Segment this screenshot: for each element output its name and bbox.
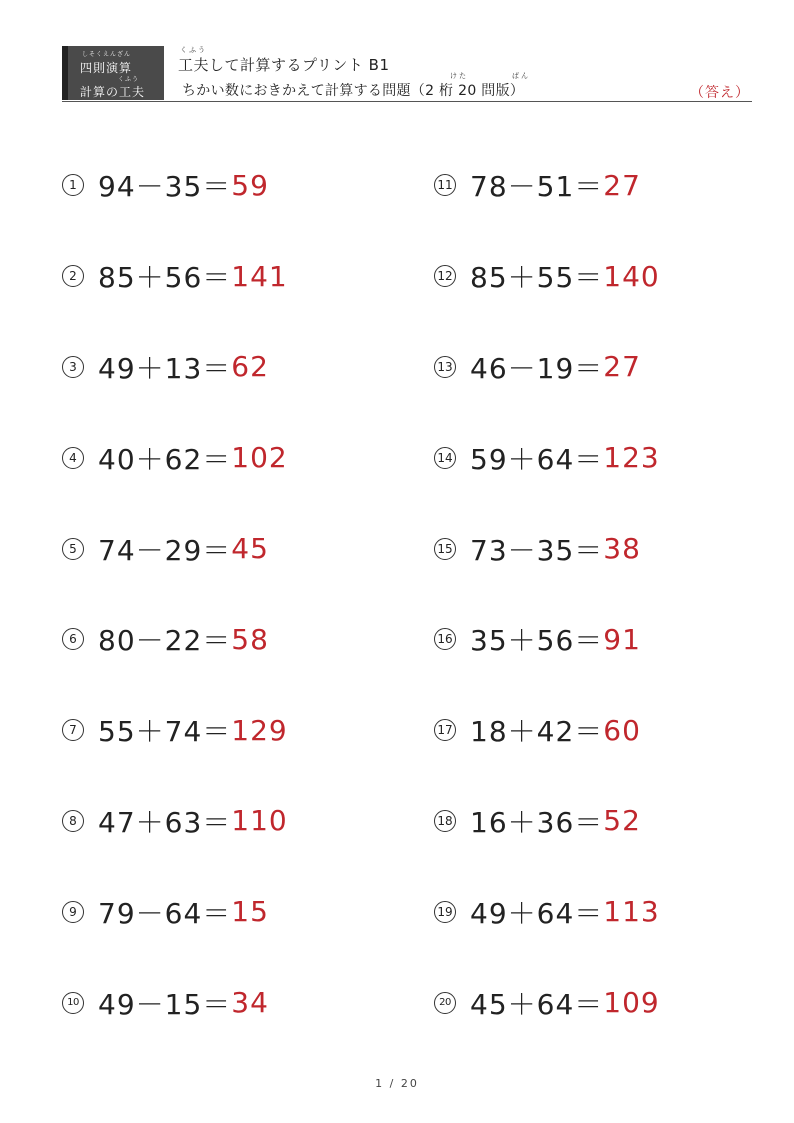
badge-ruby-bottom: くふう xyxy=(118,76,140,83)
problem-number: 18 xyxy=(434,810,456,832)
problem-item xyxy=(62,957,392,1048)
problem-item xyxy=(62,866,392,957)
problem-item xyxy=(62,503,392,594)
problem-answer: 59 xyxy=(231,168,269,202)
problem-answer: 34 xyxy=(231,986,269,1020)
header-divider xyxy=(62,101,752,102)
problem-expression: 35＋56＝ xyxy=(470,624,604,658)
problem-column-right xyxy=(434,140,764,1048)
problem-number: 5 xyxy=(62,538,84,560)
problem-answer: 129 xyxy=(231,713,288,747)
problem-number: 3 xyxy=(62,356,84,378)
problem-answer: 113 xyxy=(603,895,660,929)
problem-item xyxy=(434,594,764,685)
problem-answer: 102 xyxy=(231,441,288,475)
problem-expression: 73－35＝ xyxy=(470,533,604,567)
problem-answer: 141 xyxy=(231,259,288,293)
problem-item xyxy=(434,503,764,594)
category-badge xyxy=(62,46,164,100)
problem-expression: 85＋55＝ xyxy=(470,261,604,295)
title-ruby: くふう xyxy=(180,46,207,54)
problem-answer: 60 xyxy=(603,713,641,747)
problem-item xyxy=(62,231,392,322)
problem-answer: 58 xyxy=(231,622,269,656)
page-subtitle: ちかい数におきかえて計算する問題（2 桁 20 問版） xyxy=(182,83,525,99)
problem-expression: 94－35＝ xyxy=(98,170,232,204)
problem-expression: 40＋62＝ xyxy=(98,442,232,476)
problem-expression: 18＋42＝ xyxy=(470,715,604,749)
problem-expression: 79－64＝ xyxy=(98,896,232,930)
problem-expression: 49－15＝ xyxy=(98,987,232,1021)
problem-answer: 15 xyxy=(231,895,269,929)
problem-item xyxy=(434,957,764,1048)
problem-number: 9 xyxy=(62,901,84,923)
problem-answer: 52 xyxy=(603,804,641,838)
problem-item xyxy=(62,322,392,413)
problem-item xyxy=(434,322,764,413)
problem-expression: 16＋36＝ xyxy=(470,805,604,839)
problem-item xyxy=(62,140,392,231)
problem-number: 7 xyxy=(62,719,84,741)
answer-key-label: （答え） xyxy=(690,85,750,101)
problem-item xyxy=(434,412,764,503)
problem-number: 15 xyxy=(434,538,456,560)
problem-answer: 27 xyxy=(603,168,641,202)
problem-expression: 47＋63＝ xyxy=(98,805,232,839)
problem-number: 19 xyxy=(434,901,456,923)
problem-answer: 110 xyxy=(231,804,288,838)
problem-expression: 85＋56＝ xyxy=(98,261,232,295)
problem-answer: 140 xyxy=(603,259,660,293)
problem-expression: 49＋64＝ xyxy=(470,896,604,930)
subtitle-ruby-keta: けた xyxy=(450,72,468,80)
problem-number: 12 xyxy=(434,265,456,287)
problem-number: 20 xyxy=(434,992,456,1014)
problem-item xyxy=(62,776,392,867)
badge-title-top: 四則演算 xyxy=(80,61,133,75)
problem-answer: 109 xyxy=(603,986,660,1020)
problem-expression: 49＋13＝ xyxy=(98,351,232,385)
problem-number: 10 xyxy=(62,992,84,1014)
problem-number: 1 xyxy=(62,174,84,196)
problem-number: 16 xyxy=(434,628,456,650)
problem-item xyxy=(434,685,764,776)
problem-number: 2 xyxy=(62,265,84,287)
problem-item xyxy=(434,776,764,867)
problem-answer: 123 xyxy=(603,441,660,475)
problem-answer: 62 xyxy=(231,350,269,384)
problem-answer: 27 xyxy=(603,350,641,384)
problem-answer: 91 xyxy=(603,622,641,656)
problem-number: 17 xyxy=(434,719,456,741)
problem-item xyxy=(62,412,392,503)
problem-expression: 45＋64＝ xyxy=(470,987,604,1021)
problem-column-left xyxy=(62,140,392,1048)
subtitle-ruby-ban: ばん xyxy=(512,72,530,80)
problem-expression: 59＋64＝ xyxy=(470,442,604,476)
problem-answer: 45 xyxy=(231,532,269,566)
problem-expression: 55＋74＝ xyxy=(98,715,232,749)
problem-expression: 74－29＝ xyxy=(98,533,232,567)
badge-title-bottom: 計算の工夫 xyxy=(80,85,146,99)
problem-expression: 78－51＝ xyxy=(470,170,604,204)
problem-number: 13 xyxy=(434,356,456,378)
problem-item xyxy=(434,866,764,957)
problem-expression: 46－19＝ xyxy=(470,351,604,385)
problem-answer: 38 xyxy=(603,532,641,566)
page-number: 1 / 20 xyxy=(375,1077,419,1090)
page-title: 工夫して計算するプリント B1 xyxy=(178,56,390,74)
problem-number: 4 xyxy=(62,447,84,469)
problem-number: 6 xyxy=(62,628,84,650)
problem-number: 8 xyxy=(62,810,84,832)
problem-expression: 80－22＝ xyxy=(98,624,232,658)
problem-item xyxy=(434,140,764,231)
problem-number: 11 xyxy=(434,174,456,196)
problem-item xyxy=(62,685,392,776)
problem-item xyxy=(62,594,392,685)
badge-ruby-top: しそくえんざん xyxy=(82,51,132,58)
worksheet-header xyxy=(62,44,752,102)
problem-item xyxy=(434,231,764,322)
problem-number: 14 xyxy=(434,447,456,469)
